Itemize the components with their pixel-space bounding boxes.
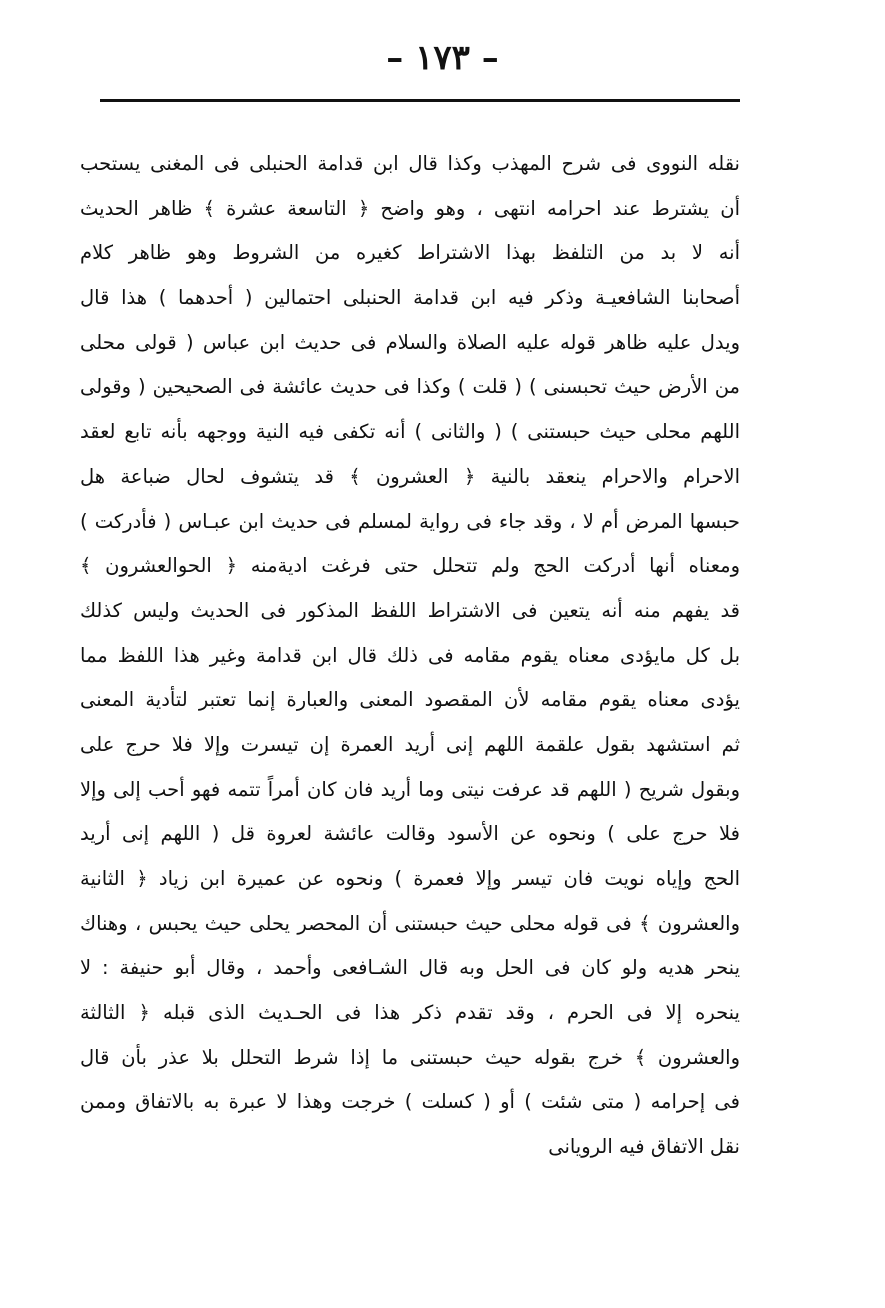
text-line: الحج وإياه نويت فان تيسر وإلا فعمرة ) ونحوه عن عميرة ابن زياد ﴿ الثانية — [80, 867, 740, 890]
text-line: أنه لا بد من التلفظ بهذا الاشتراط كغيره من الشروط وهو ظاهر كلام — [80, 241, 740, 265]
text-line: وبقول شريح ( اللهم قد عرفت نيتى وما أريد فان كان أمراً تتمه فهو أحب إلى وإلا — [80, 777, 740, 801]
text-line: ينحر هديه ولو كان فى الحل وبه قال الشـافعى وأحمد ، وقال أبو حنيفة : لا — [80, 956, 740, 980]
text-line: ومعناه أنها أدركت الحج ولم تتحلل حتى فرغت اديةمنه ﴿ الحوالعشرون ﴾ — [80, 554, 740, 578]
text-line: فى إحرامه ( متى شئت ) أو ( كسلت ) خرجت وهذا لا عبرة به بالاتفاق وممن — [80, 1090, 740, 1114]
text-line: الاحرام والاحرام ينعقد بالنية ﴿ العشرون ﴾ قد يتشوف لحال ضباعة هل — [80, 464, 740, 488]
text-line: ويدل عليه ظاهر قوله عليه الصلاة والسلام فى حديث ابن عباس ( قولى محلى — [80, 330, 740, 354]
text-line: أصحابنا الشافعيـة وذكر فيه ابن قدامة الحنبلى احتمالين ( أحدهما ) هذا قال — [80, 286, 740, 310]
header-rule — [100, 99, 740, 102]
text-line: بل كل مايؤدى معناه يقوم مقامه فى ذلك قال ابن قدامة وغير هذا اللفظ مما — [80, 643, 740, 667]
text-line: والعشرون ﴾ خرج بقوله حيث حبستنى ما إذا شرط التحلل بلا عذر بأن قال — [80, 1045, 740, 1069]
text-line: فلا حرج على ) ونحوه عن الأسود وقالت عائشة لعروة قل ( اللهم إنى أريد — [80, 822, 740, 846]
text-line: من الأرض حيث تحبسنى ) ( قلت ) وكذا فى حديث عائشة فى الصحيحين ( وقولى — [80, 375, 740, 399]
text-line-last: نقل الاتفاق فيه الرويانى — [548, 1135, 740, 1159]
text-line: حبسها المرض أم لا ، وقد جاء فى رواية لمسلم فى حديث ابن عبـاس ( فأدركت ) — [80, 509, 740, 533]
text-line: يؤدى معناه يقوم مقامه لأن المقصود المعنى والعبارة إنما تعتبر لتأدية المعنى — [80, 688, 740, 712]
text-line: ينحره إلا فى الحرم ، وقد تقدم ذكر هذا فى الحـديث الذى قبله ﴿ الثالثة — [80, 1001, 740, 1025]
text-line: والعشرون ﴾ فى قوله محلى حيث حبستنى أن المحصر يحلى حيث يحبس ، وهناك — [80, 911, 740, 935]
text-line: قد يفهم منه أنه يتعين فى الاشتراط اللفظ المذكور فى الحديث وليس كذلك — [80, 598, 740, 622]
page-number: – ١٧٣ – — [386, 38, 499, 78]
text-line: نقله النووى فى شرح المهذب وكذا قال ابن قدامة الحنبلى فى المغنى يستحب — [80, 152, 740, 175]
body-text — [80, 142, 740, 1170]
text-line: أن يشترط عند احرامه انتهى ، وهو واضح ﴿ التاسعة عشرة ﴾ ظاهر الحديث — [80, 196, 740, 220]
text-line: اللهم محلى حيث حبستنى ) ( والثانى ) أنه تكفى فيه النية ووجهه بأنه تابع لعقد — [80, 420, 740, 444]
text-line: ثم استشهد بقول علقمة اللهم إنى أريد العمرة إن تيسرت وإلا فلا حرج على — [80, 732, 740, 756]
